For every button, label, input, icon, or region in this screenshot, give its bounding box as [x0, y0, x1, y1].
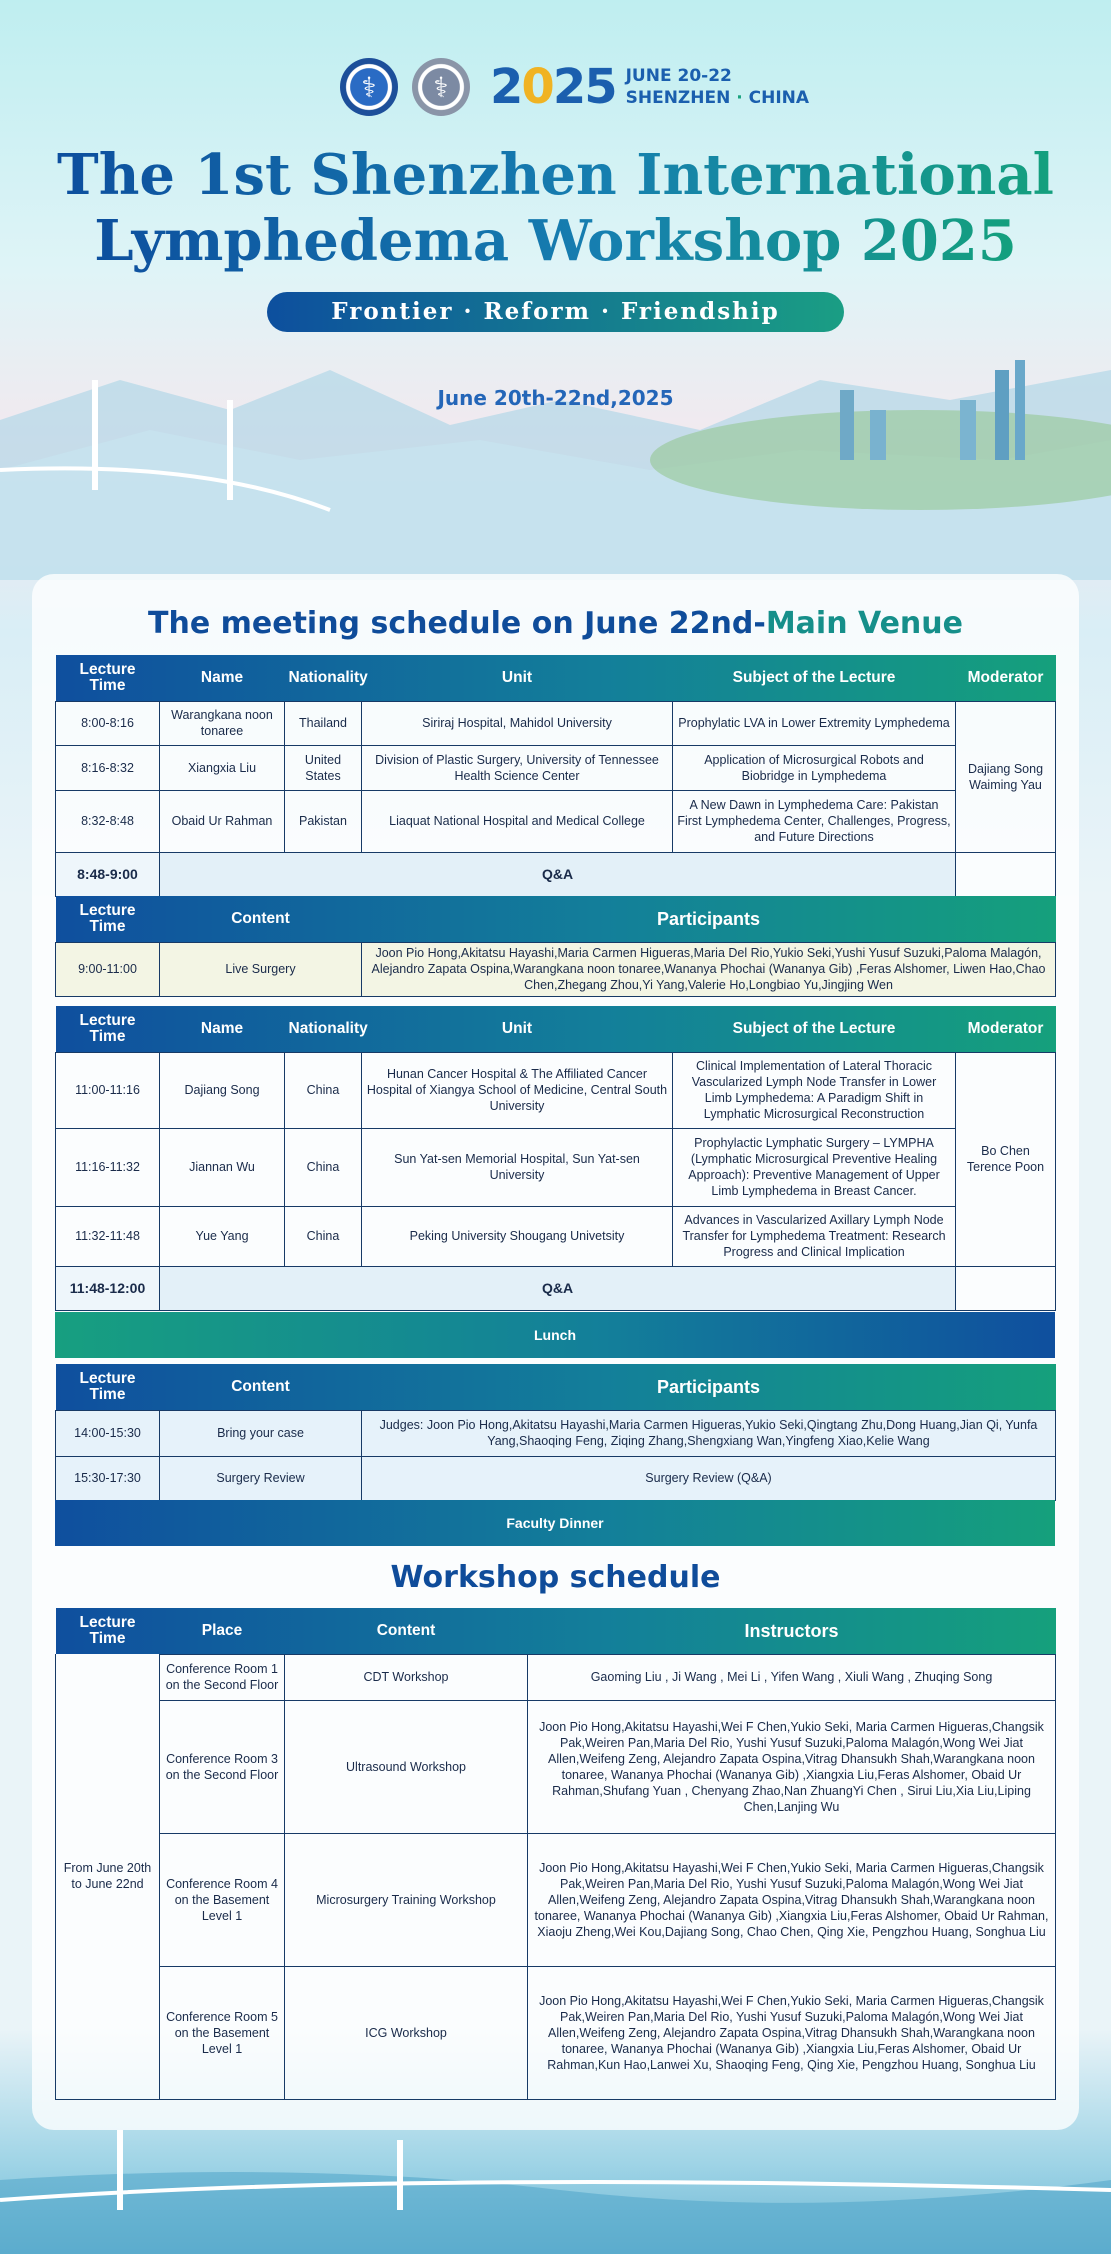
- bridge-illustration: [0, 2120, 1111, 2254]
- faculty-dinner-bar: Faculty Dinner: [55, 1500, 1055, 1546]
- qa-row: 11:48-12:00 Q&A: [56, 1266, 1056, 1310]
- table-row: 9:00-11:00 Live Surgery Joon Pio Hong,Akitatsu Hayashi,Maria Carmen Higueras,Maria Del Rio,Yukio Seki,Yushi Yusuf Suzuki,Paloma Malagón, Alejandro Zapata Ospina,Warangkana noon tonaree,Wananya Phochai (Wananya Gib) ,Feras Alshomer, Liwen Hao,Chao Chen,Zhegang Zhou,Yi Yang,Valerie Ho,Longbiao Yu,Jingjing Wen: [56, 942, 1056, 996]
- table-row: 11:16-11:32 Jiannan Wu China Sun Yat-sen Memorial Hospital, Sun Yat-sen University Prophylactic Lymphatic Surgery – LYMPHA (Lymphatic Microsurgical Preventive Healing Approach): Preventive Management of Upper Limb Lymphedema in Breast Cancer.: [56, 1128, 1056, 1206]
- event-year-badge: [490, 59, 809, 115]
- table-row: 8:16-8:32 Xiangxia Liu United States Division of Plastic Surgery, University of Tennessee Health Science Center Application of Microsurgical Robots and Biobridge in Lymphedema: [56, 745, 1056, 790]
- logo-row: [340, 58, 809, 116]
- association-logo-icon: ⚕: [412, 58, 470, 116]
- table-header: Lecture Time Content Participants: [56, 1364, 1056, 1410]
- event-dates: JUNE 20-22 SHENZHEN · CHINA: [625, 66, 810, 108]
- main-venue-title: The meeting schedule on June 22nd-Main Venue: [148, 606, 963, 641]
- table-row: From June 20th to June 22nd Conference Room 1 on the Second Floor CDT Workshop Gaoming Liu , Ji Wang , Mei Li , Yifen Wang , Xiuli Wang , Zhuqing Song: [56, 1654, 1056, 1700]
- table-row: Conference Room 4 on the Basement Level 1 Microsurgery Training Workshop Joon Pio Hong,Akitatsu Hayashi,Wei F Chen,Yukio Seki, Maria Carmen Higueras,Changsik Pak,Weiren Pan,Maria Del Rio, Yushi Yusuf Suzuki,Paloma Malagón,Wong Wei Jiat Allen,Weifeng Zeng, Alejandro Zapata Ospina,Vitrag Dhansukh Shah,Warangkana noon tonaree, Wananya Phochai (Wananya Gib) ,Xiangxia Liu,Feras Alshomer, Obaid Ur Rahman, Xiaoju Zheng,Wei Kou,Dajiang Song, Chao Chen, Qing Xie, Pengzhou Huang, Songhua Liu: [56, 1833, 1056, 1966]
- table-row: 14:00-15:30 Bring your case Judges: Joon Pio Hong,Akitatsu Hayashi,Maria Carmen Higueras,Yukio Seki,Qingtang Zhu,Dong Huang,Jian Qi, Yunfa Yang,Shaoqing Feng, Ziqing Zhang,Shengxiang Wan,Yingfeng Xiao,Kelie Wang: [56, 1410, 1056, 1456]
- table-header: Lecture Time Name Nationality Unit Subject of the Lecture Moderator: [56, 1006, 1056, 1052]
- lunch-bar: Lunch: [55, 1312, 1055, 1358]
- hero-banner: [0, 0, 1111, 580]
- table-row: 8:00-8:16 Warangkana noon tonaree Thailand Siriraj Hospital, Mahidol University Prophylatic LVA in Lower Extremity Lymphedema Dajiang Song Waiming Yau: [56, 701, 1056, 745]
- workshop-table: [55, 1608, 1056, 2100]
- year-text: 2025: [490, 59, 616, 115]
- slogan-banner: Frontier · Reform · Friendship: [267, 292, 844, 332]
- table-row: Conference Room 5 on the Basement Level 1 ICG Workshop Joon Pio Hong,Akitatsu Hayashi,Wei F Chen,Yukio Seki, Maria Carmen Higueras,Changsik Pak,Weiren Pan,Maria Del Rio, Yushi Yusuf Suzuki,Paloma Malagón,Wong Wei Jiat Allen,Weifeng Zeng, Alejandro Zapata Ospina,Vitrag Dhansukh Shah,Warangkana noon tonaree, Wananya Phochai (Wananya Gib) ,Xiangxia Liu,Feras Alshomer, Obaid Ur Rahman,Kun Hao,Lanwei Xu, Shaoqing Feng, Qing Xie, Pengzhou Huang, Songhua Liu: [56, 1966, 1056, 2099]
- moderator-cell: Dajiang Song Waiming Yau: [956, 701, 1056, 852]
- event-date: June 20th-22nd,2025: [437, 386, 674, 410]
- workshop-title: Workshop schedule: [390, 1560, 721, 1595]
- hospital-logo-icon: ⚕: [340, 58, 398, 116]
- table-row: 11:32-11:48 Yue Yang China Peking University Shougang Univetsity Advances in Vascularized Axillary Lymph Node Transfer for Lymphedema Treatment: Research Progress and Clinical Implication: [56, 1206, 1056, 1266]
- workshop-time-cell: From June 20th to June 22nd: [56, 1654, 160, 2099]
- table-row: 8:32-8:48 Obaid Ur Rahman Pakistan Liaquat National Hospital and Medical College A New Dawn in Lymphedema Care: Pakistan First Lymphedema Center, Challenges, Progress, and Future Directions: [56, 790, 1056, 852]
- moderator-cell: Bo Chen Terence Poon: [956, 1052, 1056, 1266]
- table-header: Lecture Time Place Content Instructors: [56, 1608, 1056, 1654]
- morning-lecture-table: [55, 655, 1056, 897]
- live-surgery-table: [55, 896, 1056, 997]
- page-title: The 1st Shenzhen International Lymphedema Workshop 2025: [57, 142, 1054, 274]
- landscape-illustration: [0, 340, 1111, 580]
- table-header: Lecture Time Name Nationality Unit Subject of the Lecture Moderator: [56, 655, 1056, 701]
- table-row: 11:00-11:16 Dajiang Song China Hunan Cancer Hospital & The Affiliated Cancer Hospital of Xiangya School of Medicine, Central South University Clinical Implementation of Lateral Thoracic Vascularized Lymph Node Transfer in Lower Limb Lymphedema: A Paradigm Shift in Lymphatic Microsurgical Reconstruction Bo Chen Terence Poon: [56, 1052, 1056, 1128]
- table-row: Conference Room 3 on the Second Floor Ultrasound Workshop Joon Pio Hong,Akitatsu Hayashi,Wei F Chen,Yukio Seki, Maria Carmen Higueras,Changsik Pak,Weiren Pan,Maria Del Rio, Yushi Yusuf Suzuki,Paloma Malagón,Wong Wei Jiat Allen,Weifeng Zeng, Alejandro Zapata Ospina,Vitrag Dhansukh Shah,Warangkana noon tonaree, Wananya Phochai (Wananya Gib) ,Xiangxia Liu,Feras Alshomer, Obaid Ur Rahman,Shufang Yuan , Chenyang Zhao,Nan ZhuangYi Chen , Sirui Liu,Xia Liu,Liping Chen,Lanjing Wu: [56, 1700, 1056, 1833]
- qa-row: 8:48-9:00 Q&A: [56, 852, 1056, 896]
- late-morning-lecture-table: [55, 1006, 1056, 1311]
- afternoon-table: [55, 1364, 1056, 1501]
- table-header: Lecture Time Content Participants: [56, 896, 1056, 942]
- table-row: 15:30-17:30 Surgery Review Surgery Review (Q&A): [56, 1456, 1056, 1500]
